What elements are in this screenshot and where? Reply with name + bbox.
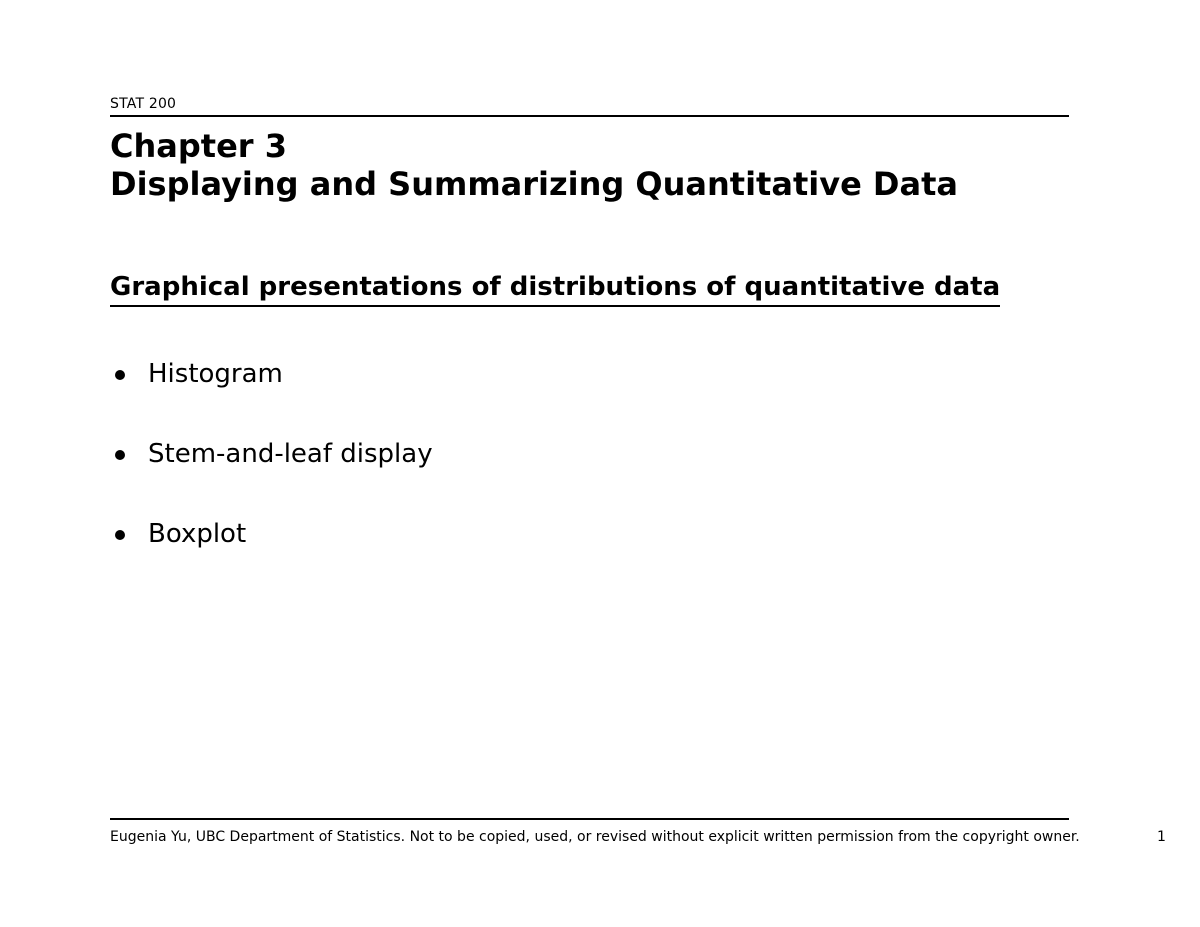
bullet-icon — [115, 450, 125, 460]
list-item — [113, 358, 433, 438]
list-item — [113, 518, 433, 598]
chapter-subtitle: Displaying and Summarizing Quantitative Data — [110, 165, 958, 203]
course-label: STAT 200 — [110, 96, 177, 112]
section-heading: Graphical presentations of distributions of quantitative data — [110, 271, 1000, 307]
list-item-label: Stem-and-leaf display — [148, 439, 433, 469]
bullet-icon — [115, 370, 125, 380]
chapter-title — [110, 127, 958, 203]
bullet-list — [113, 358, 433, 598]
bullet-icon — [115, 530, 125, 540]
footer-rule — [110, 818, 1069, 820]
footer-copyright: Eugenia Yu, UBC Department of Statistics. Not to be copied, used, or revised without explicit written permission from the copyright owner. — [110, 829, 1080, 845]
list-item — [113, 438, 433, 518]
list-item-label: Boxplot — [148, 519, 247, 549]
chapter-number: Chapter 3 — [110, 127, 287, 165]
header-rule — [110, 115, 1069, 117]
list-item-label: Histogram — [148, 359, 283, 389]
page-number: 1 — [1157, 829, 1166, 845]
